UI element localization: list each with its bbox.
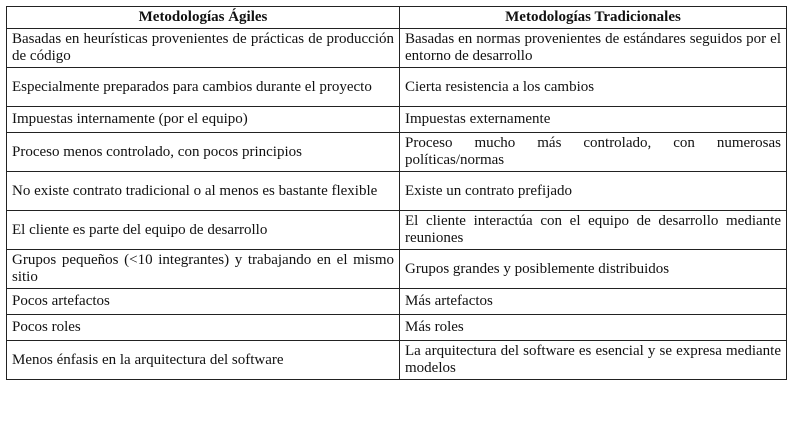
table-row bbox=[7, 107, 787, 133]
table-row bbox=[7, 289, 787, 315]
cell-traditional: Proceso mucho más controlado, con numerosas políticas/normas bbox=[400, 133, 787, 172]
cell-agile: El cliente es parte del equipo de desarrollo bbox=[7, 211, 400, 250]
cell-agile: No existe contrato tradicional o al menos es bastante flexible bbox=[7, 172, 400, 211]
cell-traditional: Grupos grandes y posiblemente distribuidos bbox=[400, 250, 787, 289]
cell-agile: Grupos pequeños (<10 integrantes) y trabajando en el mismo sitio bbox=[7, 250, 400, 289]
cell-traditional: Basadas en normas provenientes de estándares seguidos por el entorno de desarrollo bbox=[400, 29, 787, 68]
document-page bbox=[6, 6, 786, 380]
cell-traditional: La arquitectura del software es esencial y se expresa mediante modelos bbox=[400, 341, 787, 380]
table-row bbox=[7, 341, 787, 380]
cell-traditional: Más artefactos bbox=[400, 289, 787, 315]
cell-traditional: El cliente interactúa con el equipo de desarrollo mediante reuniones bbox=[400, 211, 787, 250]
cell-agile: Pocos roles bbox=[7, 315, 400, 341]
cell-agile: Especialmente preparados para cambios durante el proyecto bbox=[7, 68, 400, 107]
comparison-table bbox=[6, 6, 787, 380]
cell-agile: Proceso menos controlado, con pocos principios bbox=[7, 133, 400, 172]
table-row bbox=[7, 315, 787, 341]
table-row bbox=[7, 68, 787, 107]
header-traditional: Metodologías Tradicionales bbox=[400, 7, 787, 29]
cell-traditional: Cierta resistencia a los cambios bbox=[400, 68, 787, 107]
cell-traditional: Impuestas externamente bbox=[400, 107, 787, 133]
cell-agile: Impuestas internamente (por el equipo) bbox=[7, 107, 400, 133]
cell-traditional: Más roles bbox=[400, 315, 787, 341]
table-row bbox=[7, 133, 787, 172]
cell-agile: Menos énfasis en la arquitectura del software bbox=[7, 341, 400, 380]
table-row bbox=[7, 172, 787, 211]
table-row bbox=[7, 211, 787, 250]
header-agile: Metodologías Ágiles bbox=[7, 7, 400, 29]
header-row bbox=[7, 7, 787, 29]
cell-traditional: Existe un contrato prefijado bbox=[400, 172, 787, 211]
cell-agile: Basadas en heurísticas provenientes de prácticas de producción de código bbox=[7, 29, 400, 68]
cell-agile: Pocos artefactos bbox=[7, 289, 400, 315]
table-row bbox=[7, 29, 787, 68]
table-row bbox=[7, 250, 787, 289]
